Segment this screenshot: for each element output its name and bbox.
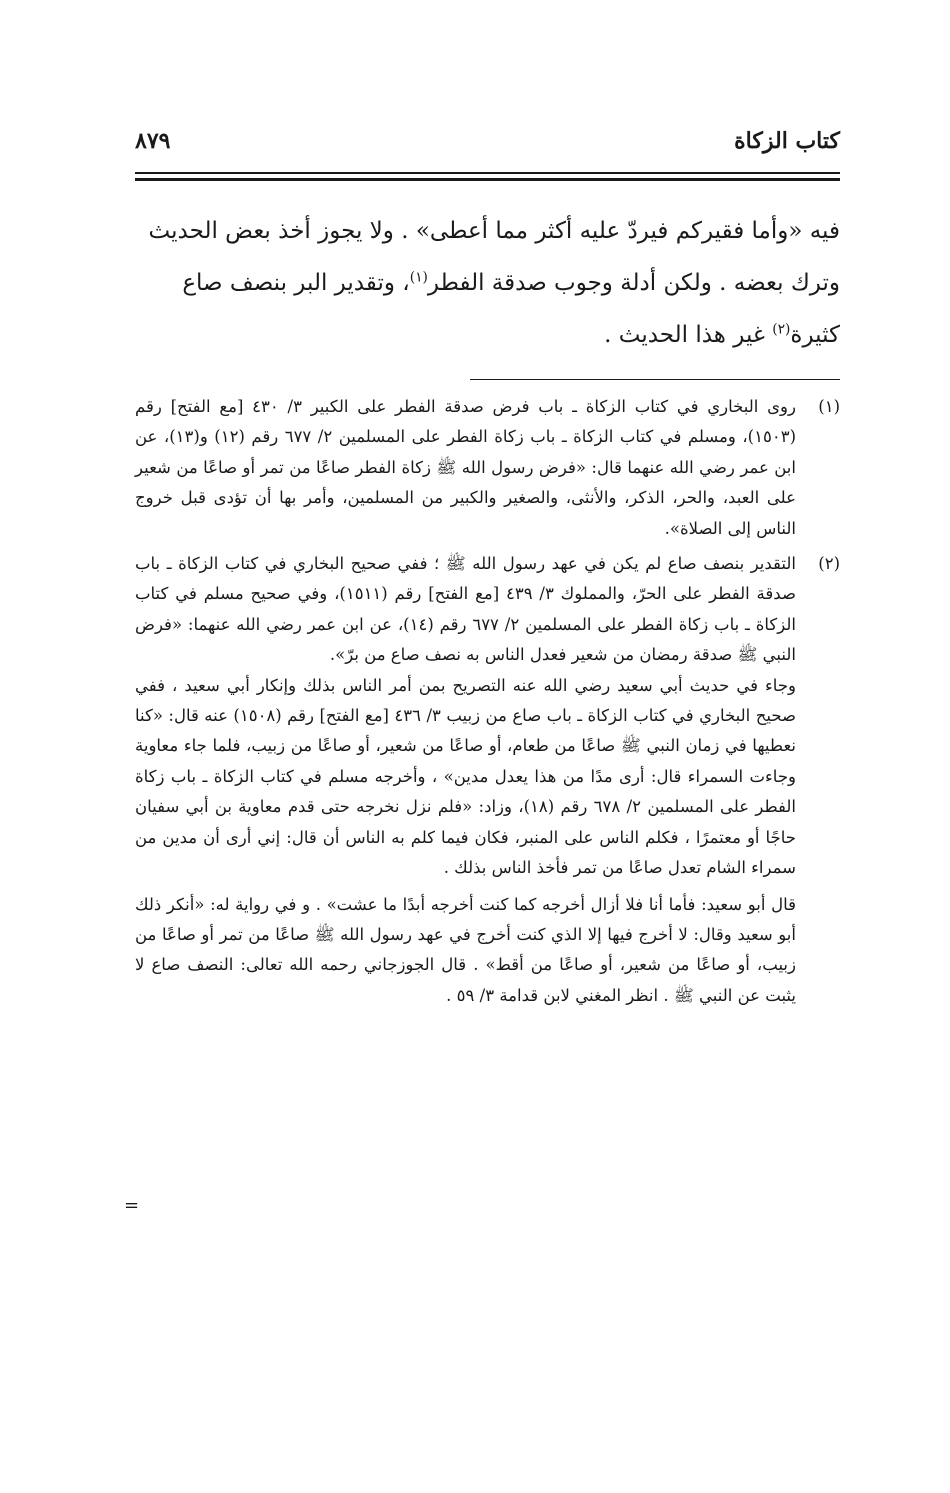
footnote-ref-1[interactable]: (١) [409,269,428,286]
page-number: ٨٧٩ [135,128,171,154]
main-line-2 [135,257,840,309]
header-rule-thin [135,172,840,174]
footnote-text: روى البخاري في كتاب الزكاة ـ باب فرض صدقة الفطر على الكبير ٣/ ٤٣٠ [مع الفتح] رقم (١٥٠٣)، ومسلم في كتاب الزكاة ـ باب زكاة الفطر على المسلمين ٢/ ٦٧٧ رقم (١٢) و(١٣)، عن ابن عمر رضي الله عنهما قال: «فرض رسول الله ﷺ زكاة الفطر صاعًا من تمر أو صاعًا من شعير على العبد، والحر، الذكر، والأنثى، والصغير والكبير من المسلمين، وأمر بها أن تؤدى قبل خروج الناس إلى الصلاة». [135,397,796,538]
footnote-ref-2[interactable]: (٢) [772,321,791,338]
header-rule-thick [135,178,840,181]
footnote-number: (١) [818,397,840,416]
main-text [135,205,840,361]
main-line-1 [135,205,840,257]
footnote-paragraph: التقدير بنصف صاع لم يكن في عهد رسول الله ﷺ ؛ ففي صحيح البخاري في كتاب الزكاة ـ باب صدقة الفطر على الحرّ، والمملوك ٣/ ٤٣٩ [مع الفتح] رقم (١٥١١)، وفي صحيح مسلم في كتاب الزكاة ـ باب زكاة الفطر على المسلمين ٢/ ٦٧٧ رقم (١٤)، عن ابن عمر رضي الله عنهما: «فرض النبي ﷺ صدقة رمضان من شعير فعدل الناس به نصف صاع من برّ». [135,554,796,665]
chapter-title: كتاب الزكاة [734,128,840,154]
footnote-number: (٢) [818,554,840,574]
footnote-2 [135,549,840,1011]
main-line-1-text: فيه «وأما فقيركم فيردّ عليه أكثر مما أعطى» . ولا يجوز أخذ بعض الحديث [148,218,840,244]
main-line-3 [135,309,840,361]
footnotes [135,392,840,1011]
footnote-paragraph: قال أبو سعيد: فأما أنا فلا أزال أخرجه كما كنت أخرجه أبدًا ما عشت» . و في رواية له: «أنكر ذلك أبو سعيد وقال: لا أخرج فيها إلا الذي كنت أخرج في عهد رسول الله ﷺ صاعًا من تمر أو صاعًا من زبيب، أو صاعًا من شعير، أو صاعًا من أقط» . قال الجوزجاني رحمه الله تعالى: النصف صاع لا يثبت عن النبي ﷺ . انظر المغني لابن قدامة ٣/ ٥٩ . [135,894,796,1005]
continuation-mark: = [124,1195,140,1216]
main-line-3-text-b: غير هذا الحديث . [604,322,773,348]
main-line-3-text-a: كثيرة [790,322,840,348]
footnote-text [135,549,796,1011]
footnote-separator [470,379,840,380]
running-header [135,128,840,162]
main-line-2-text-a: وترك بعضه . ولكن أدلة وجوب صدقة الفطر [427,270,840,296]
main-line-2-text-b: ، وتقدير البر بنصف صاع [182,270,410,296]
footnote-paragraph: وجاء في حديث أبي سعيد رضي الله عنه التصريح بمن أمر الناس بذلك وإنكار أبي سعيد ، ففي صحيح البخاري في كتاب الزكاة ـ باب صاع من زبيب ٣/ ٤٣٦ [مع الفتح] رقم (١٥٠٨) عنه قال: «كنا نعطيها في زمان النبي ﷺ صاعًا من طعام، أو صاعًا من شعير، أو صاعًا من زبيب، فلما جاء معاوية وجاءت السمراء قال: أرى مدًا من هذا يعدل مدين» ، وأخرجه مسلم في كتاب الزكاة ـ باب زكاة الفطر على المسلمين ٢/ ٦٧٨ رقم (١٨)، وزاد: «فلم نزل نخرجه حتى قدم معاوية بن أبي سفيان حاجًا أو معتمرًا ، فكلم الناس على المنبر، فكان فيما كلم به الناس أن قال: إني أرى أن مدين من سمراء الشام تعدل صاعًا من تمر فأخذ الناس بذلك . [135,675,796,878]
footnote-1 [135,392,840,544]
